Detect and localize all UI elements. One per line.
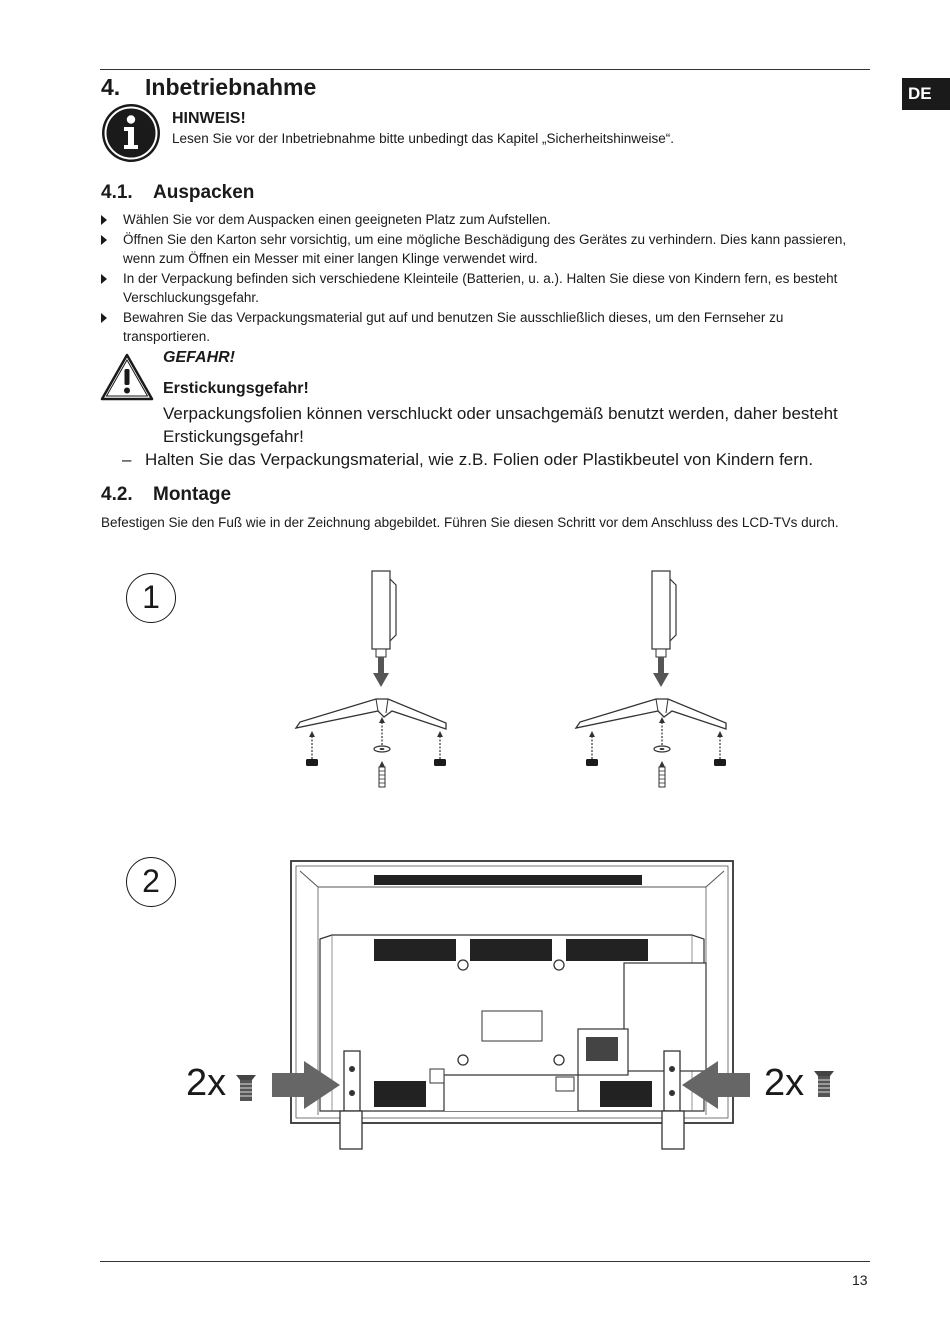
list-item-text: In der Verpackung befinden sich verschiedene Kleinteile (Batterien, u. a.). Halten Sie diese von Kindern fern, es besteht Verschluckungsgefahr. xyxy=(123,270,838,305)
section-heading xyxy=(101,74,316,101)
bottom-rule xyxy=(100,1261,870,1262)
montage-heading xyxy=(101,484,231,506)
step-one-badge: 1 xyxy=(126,573,176,623)
montage-title: Montage xyxy=(153,484,232,505)
bullet-arrow-icon xyxy=(101,215,107,225)
gefahr-subtitle: Erstickungsgefahr! xyxy=(163,380,309,397)
gefahr-item xyxy=(122,450,813,470)
bullet-arrow-icon xyxy=(101,274,107,284)
list-item xyxy=(101,230,871,269)
language-tab: DE xyxy=(902,78,950,110)
hinweis-title: HINWEIS! xyxy=(172,110,246,127)
screw-icon xyxy=(234,1073,258,1103)
auspacken-number: 4.1. xyxy=(101,182,133,203)
hinweis-text: Lesen Sie vor der Inbetriebnahme bitte unbedingt das Kapitel „Sicherheitshinweise“. xyxy=(172,131,675,146)
top-rule xyxy=(100,69,870,70)
tv-back-diagram xyxy=(260,855,760,1155)
auspacken-list xyxy=(101,210,871,347)
montage-number: 4.2. xyxy=(101,484,133,505)
list-item xyxy=(101,308,871,347)
screw-count-left: 2x xyxy=(186,1062,227,1104)
section-title: Inbetriebnahme xyxy=(145,74,317,100)
section-number: 4. xyxy=(101,74,121,100)
screw-count-right: 2x xyxy=(764,1062,805,1104)
gefahr-item-text: Halten Sie das Verpackungsmaterial, wie z.B. Folien oder Plastikbeutel von Kindern fern. xyxy=(145,450,814,469)
list-item-text: Bewahren Sie das Verpackungsmaterial gut auf und benutzen Sie ausschließlich dieses, um den Fernseher zu transportieren. xyxy=(123,309,784,344)
gefahr-title: GEFAHR! xyxy=(163,349,235,366)
gefahr-text: Verpackungsfolien können verschluckt oder unsachgemäß benutzt werden, daher besteht Erstickungsgefahr! xyxy=(163,404,838,446)
screw-icon xyxy=(812,1069,836,1099)
warning-triangle-icon xyxy=(100,353,154,401)
list-item-text: Wählen Sie vor dem Auspacken einen geeigneten Platz zum Aufstellen. xyxy=(123,212,551,227)
list-item xyxy=(101,269,871,308)
page-number: 13 xyxy=(852,1272,868,1288)
bullet-arrow-icon xyxy=(101,235,107,245)
auspacken-heading xyxy=(101,182,254,204)
list-item-text: Öffnen Sie den Karton sehr vorsichtig, um eine mögliche Beschädigung des Gerätes zu verhindern. Dies kann passieren, wenn zum Öffnen ein Messer mit einer langen Klinge verwendet wird. xyxy=(123,231,847,266)
step-two-badge: 2 xyxy=(126,857,176,907)
stand-assembly-diagram xyxy=(280,565,760,795)
list-item xyxy=(101,210,871,230)
montage-text: Befestigen Sie den Fuß wie in der Zeichnung abgebildet. Führen Sie diesen Schritt vor dem Anschluss des LCD-TVs durch. xyxy=(101,515,839,530)
bullet-arrow-icon xyxy=(101,313,107,323)
info-icon xyxy=(101,103,161,163)
auspacken-title: Auspacken xyxy=(153,182,255,203)
dash-marker: – xyxy=(122,450,132,469)
